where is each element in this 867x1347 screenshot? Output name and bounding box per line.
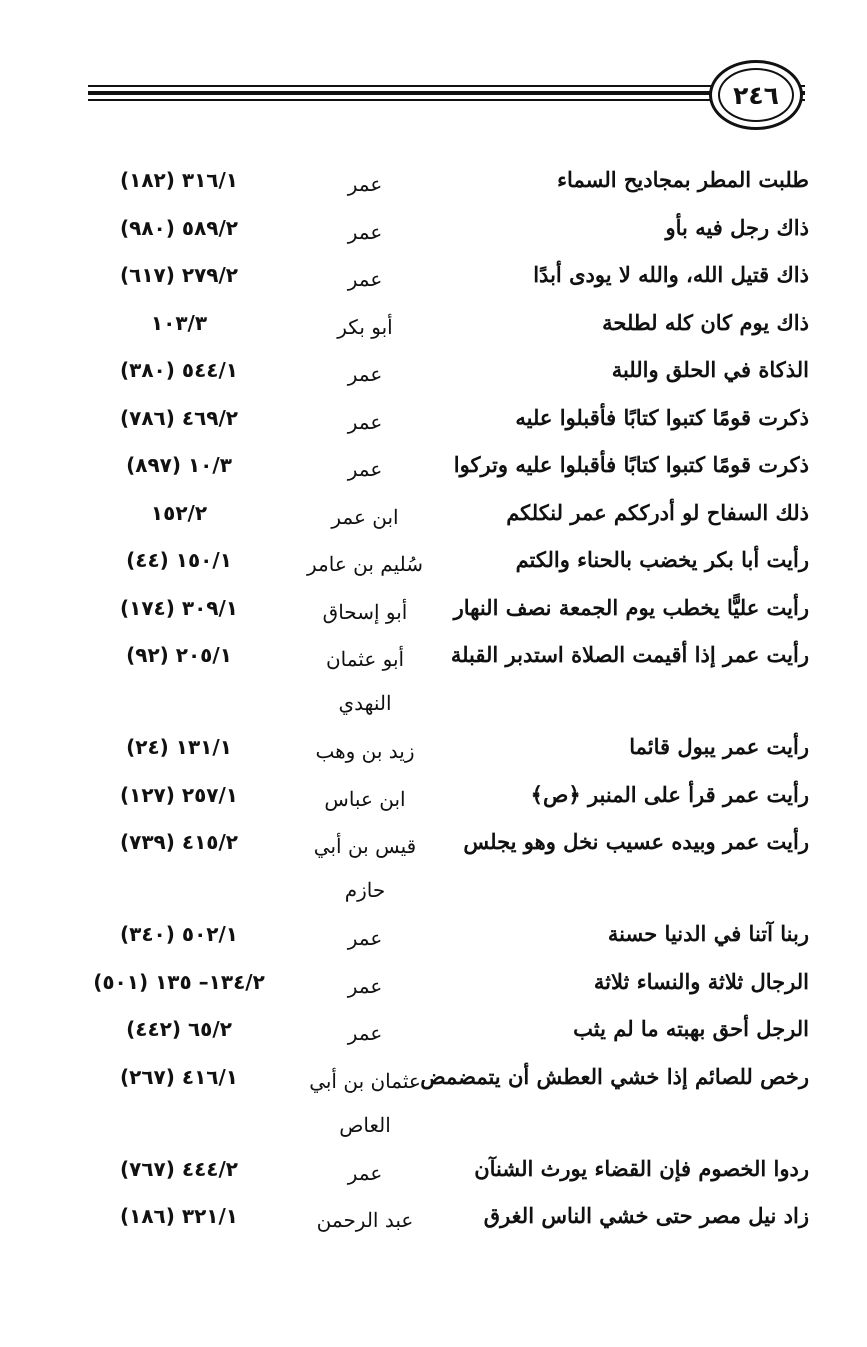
- row-reference: ١٥٠/١ (٤٤): [126, 548, 232, 572]
- row-phrase: زاد نيل مصر حتى خشي الناس الغرق: [483, 1203, 809, 1228]
- row-narrator: زيد بن وهب: [315, 739, 415, 763]
- row-narrator: أبو عثمان النهدي: [325, 647, 405, 715]
- index-row: [0, 1007, 867, 1055]
- row-reference: ٢٧٩/٢ (٦١٧): [119, 263, 238, 287]
- index-row: [0, 348, 867, 396]
- row-reference: ٣١٦/١ (١٨٢): [119, 168, 238, 192]
- row-narrator: عمر: [347, 457, 383, 481]
- index-row: [0, 820, 867, 912]
- row-reference: ٥٠٢/١ (٣٤٠): [119, 922, 238, 946]
- row-narrator: قيس بن أبي حازم: [313, 834, 417, 902]
- row-narrator: عمر: [347, 172, 383, 196]
- row-narrator: عثمان بن أبي العاص: [309, 1068, 421, 1137]
- row-narrator: سُليم بن عامر: [306, 552, 423, 576]
- row-narrator: عمر: [347, 1021, 383, 1045]
- index-row: [0, 1194, 867, 1242]
- row-phrase: ردوا الخصوم فإن القضاء يورث الشنآن: [474, 1155, 809, 1181]
- row-narrator: عمر: [347, 973, 383, 998]
- index-row: [0, 725, 867, 773]
- row-reference: ٥٤٤/١ (٣٨٠): [119, 358, 238, 382]
- header-rule-top: [88, 85, 805, 87]
- index-row: [0, 491, 867, 539]
- row-phrase: رأيت عمر قرأ على المنبر ﴿ص﴾: [530, 781, 809, 807]
- row-phrase: ربنا آتنا في الدنيا حسنة: [607, 921, 809, 946]
- row-phrase: طلبت المطر بمجاديح السماء: [557, 167, 809, 192]
- header-rule-bottom: [88, 99, 805, 101]
- row-phrase: الرجل أحق بهبته ما لم يثب: [573, 1016, 809, 1041]
- row-phrase: رأيت عمر إذا أقيمت الصلاة استدبر القبلة: [450, 642, 809, 667]
- index-row: [0, 443, 867, 491]
- index-row: [0, 206, 867, 254]
- row-reference: ٤٤٤/٢ (٧٦٧): [119, 1156, 238, 1181]
- page-header: [0, 58, 867, 128]
- index-list: [0, 158, 867, 1242]
- index-row: [0, 633, 867, 725]
- index-row: [0, 1055, 867, 1147]
- row-narrator: أبو بكر: [337, 314, 393, 339]
- row-phrase: رأيت عمر يبول قائما: [629, 734, 809, 759]
- index-row: [0, 538, 867, 586]
- page-number-badge: [709, 60, 803, 130]
- row-narrator: عمر: [347, 267, 383, 291]
- row-reference: ١٣٤/٢– ١٣٥ (٥٠١): [93, 969, 265, 994]
- row-narrator: ابن عباس: [324, 786, 406, 811]
- row-phrase: الرجال ثلاثة والنساء ثلاثة: [593, 968, 809, 994]
- row-reference: ٤١٦/١ (٢٦٧): [119, 1064, 238, 1089]
- row-reference: ٤٦٩/٢ (٧٨٦): [119, 405, 238, 430]
- row-reference: ٥٨٩/٢ (٩٨٠): [119, 215, 238, 240]
- page-number: ٢٤٦: [718, 68, 794, 122]
- index-row: [0, 586, 867, 634]
- index-row: [0, 158, 867, 206]
- row-phrase: ذكرت قومًا كتبوا كتابًا فأقبلوا عليه: [515, 404, 809, 430]
- row-reference: ٢٥٧/١ (١٢٧): [119, 782, 238, 807]
- row-reference: ٤١٥/٢ (٧٣٩): [119, 830, 238, 854]
- index-row: [0, 960, 867, 1008]
- row-narrator: أبو إسحاق: [322, 599, 408, 624]
- row-narrator: عبد الرحمن: [316, 1208, 414, 1232]
- row-reference: ١٣١/١ (٢٤): [126, 735, 232, 759]
- index-row: [0, 301, 867, 349]
- row-narrator: عمر: [347, 409, 383, 434]
- row-narrator: عمر: [347, 219, 383, 244]
- row-reference: ١٠٣/٣: [150, 310, 208, 335]
- row-phrase: رخص للصائم إذا خشي العطش أن يتمضمض: [420, 1063, 809, 1089]
- row-phrase: ذاك قتيل الله، والله لا يودى أبدًا: [533, 262, 809, 287]
- index-row: [0, 912, 867, 960]
- header-rule-middle: [88, 91, 805, 95]
- index-row: [0, 773, 867, 821]
- index-row: [0, 396, 867, 444]
- row-phrase: رأيت عمر وبيده عسيب نخل وهو يجلس: [463, 829, 809, 854]
- row-phrase: الذكاة في الحلق واللبة: [611, 357, 809, 382]
- row-phrase: ذلك السفاح لو أدرككم عمر لنكلكم: [506, 499, 809, 525]
- row-reference: ٦٥/٢ (٤٤٢): [126, 1017, 232, 1041]
- row-narrator: عمر: [347, 926, 383, 950]
- row-reference: ٢٠٥/١ (٩٢): [126, 643, 232, 667]
- index-row: [0, 1147, 867, 1195]
- row-phrase: ذكرت قومًا كتبوا كتابًا فأقبلوا عليه وتركوا: [453, 452, 809, 477]
- row-reference: ١٠/٣ (٨٩٧): [126, 453, 232, 477]
- row-phrase: ذاك رجل فيه بأو: [665, 214, 809, 240]
- row-reference: ٣٠٩/١ (١٧٤): [119, 595, 238, 620]
- row-reference: ٣٢١/١ (١٨٦): [119, 1204, 238, 1228]
- row-reference: ١٥٢/٢: [150, 500, 208, 525]
- row-phrase: ذاك يوم كان كله لطلحة: [602, 309, 809, 335]
- index-row: [0, 253, 867, 301]
- row-phrase: رأيت عليًّا يخطب يوم الجمعة نصف النهار: [453, 594, 809, 620]
- row-narrator: ابن عمر: [331, 504, 399, 529]
- row-narrator: عمر: [347, 1160, 383, 1185]
- row-phrase: رأيت أبا بكر يخضب بالحناء والكتم: [515, 547, 809, 572]
- row-narrator: عمر: [347, 362, 383, 386]
